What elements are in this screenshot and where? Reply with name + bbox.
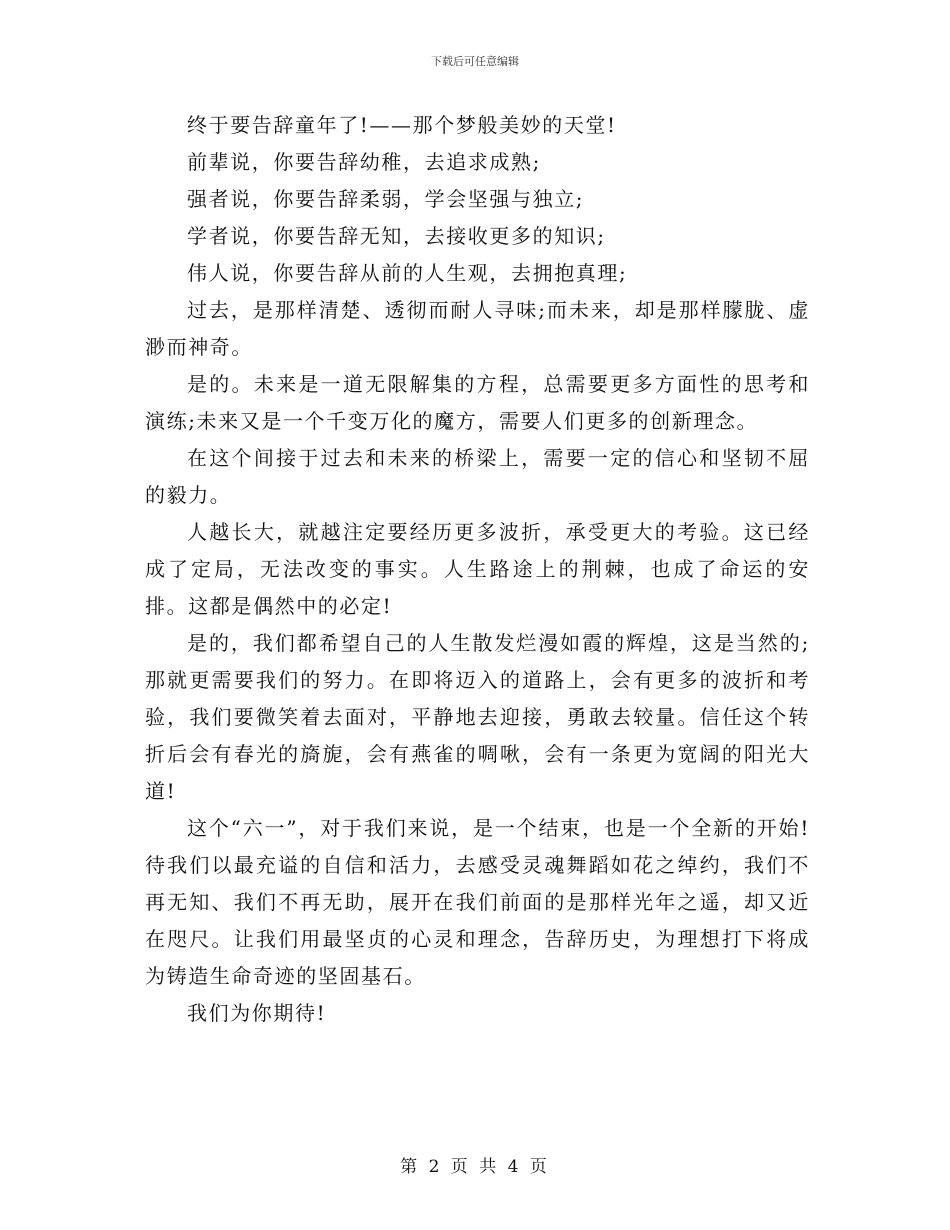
paragraph: 人越长大，就越注定要经历更多波折，承受更大的考验。这已经成了定局，无法改变的事实。人生路途上的荆棘，也成了命运的安排。这都是偶然中的必定!: [145, 520, 810, 618]
paragraph: 这个“六一”，对于我们来说，是一个结束，也是一个全新的开始!待我们以最充谥的自信和活力，去感受灵魂舞蹈如花之绰约，我们不再无知、我们不再无助，展开在我们前面的是那样光年之遥，却又近在咫尺。让我们用最坚贞的心灵和理念，告辞历史，为理想打下将成为铸造生命奇迹的坚固基石。: [145, 816, 810, 988]
paragraph: 前辈说，你要告辞幼稚，去追求成熟;: [187, 150, 541, 174]
paragraph: 伟人说，你要告辞从前的人生观，去拥抱真理;: [187, 261, 628, 285]
paragraph: 终于要告辞童年了!——那个梦般美妙的天堂!: [187, 113, 617, 137]
document-body: [145, 107, 810, 1032]
page-header: 下载后可任意编辑: [431, 55, 519, 68]
paragraph: 学者说，你要告辞无知，去接收更多的知识;: [187, 224, 606, 248]
paragraph: 在这个间接于过去和未来的桥梁上，需要一定的信心和坚韧不屈的毅力。: [145, 446, 810, 507]
page-number-footer: 第 2 页 共 4 页: [400, 1157, 550, 1177]
paragraph: 过去，是那样清楚、透彻而耐人寻味;而未来，却是那样朦胧、虚渺而神奇。: [145, 298, 810, 359]
paragraph: 我们为你期待!: [187, 1001, 327, 1025]
paragraph: 强者说，你要告辞柔弱，学会坚强与独立;: [187, 187, 585, 211]
paragraph: 是的，我们都希望自己的人生散发烂漫如霞的辉煌，这是当然的;那就更需要我们的努力。在即将迈入的道路上，会有更多的波折和考验，我们要微笑着去面对，平静地去迎接，勇敢去较量。信任这个转折后会有春光的旖旎，会有燕雀的啁啾，会有一条更为宽阔的阳光大道!: [145, 631, 810, 803]
paragraph: 是的。未来是一道无限解集的方程，总需要更多方面性的思考和演练;未来又是一个千变万化的魔方，需要人们更多的创新理念。: [145, 372, 810, 433]
